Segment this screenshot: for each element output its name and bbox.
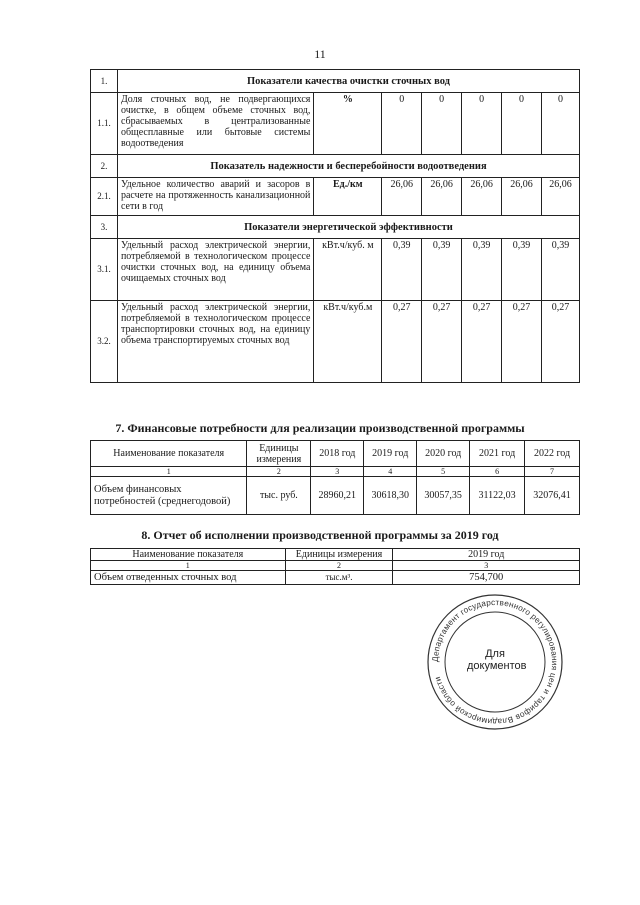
column-number-row [91, 561, 580, 571]
row-number: 3.1. [91, 239, 118, 301]
indicator-value: 0,27 [462, 301, 502, 383]
column-header: Единицы измерения [247, 441, 311, 467]
indicator-name: Доля сточных вод, не подвергающихся очистке, в общем объеме сточных вод, сбрасываемых в централизованные общесплавные или бытовые системы водоотведения [117, 93, 313, 155]
indicator-value: 0,39 [541, 239, 579, 301]
indicator-value: 30057,35 [417, 477, 470, 515]
column-header: 2018 год [311, 441, 364, 467]
table-row [91, 301, 580, 383]
indicator-value: 0 [382, 93, 422, 155]
section-title: Показатель надежности и бесперебойности водоотведения [117, 155, 579, 178]
column-header: 2019 год [364, 441, 417, 467]
indicator-name: Удельный расход электрической энергии, потребляемой в технологическом процессе очистки сточных вод, на единицу объема очищаемых сточных вод [117, 239, 313, 301]
indicator-value: 0,39 [422, 239, 462, 301]
indicator-value: 0,27 [422, 301, 462, 383]
section-8-title: 8. Отчет об исполнении производственной программы за 2019 год [141, 528, 499, 542]
table-row [91, 239, 580, 301]
indicator-unit: Ед./км [314, 178, 382, 216]
column-header: Единицы измерения [285, 549, 393, 561]
column-number: 5 [417, 467, 470, 477]
table-row [91, 93, 580, 155]
indicator-value: 0 [462, 93, 502, 155]
header-row [91, 441, 580, 467]
header-row [91, 549, 580, 561]
row-number: 1.1. [91, 93, 118, 155]
table-row [91, 477, 580, 515]
column-header: 2022 год [525, 441, 580, 467]
indicator-value: 26,06 [422, 178, 462, 216]
indicator-value: 26,06 [502, 178, 542, 216]
indicator-value: 0,39 [382, 239, 422, 301]
indicator-name: Объем финансовых потребностей (среднегодовой) [91, 477, 247, 515]
section-number: 3. [91, 216, 118, 239]
column-number-row [91, 467, 580, 477]
section-row [91, 216, 580, 239]
indicator-unit: тыс.м³. [285, 571, 393, 585]
column-header: Наименование показателя [91, 549, 286, 561]
program-report-table [90, 548, 580, 585]
stamp-center-text: Для документов [467, 648, 527, 672]
indicator-value: 0,27 [502, 301, 542, 383]
column-number: 2 [285, 561, 393, 571]
indicator-value: 26,06 [541, 178, 579, 216]
indicator-value: 30618,30 [364, 477, 417, 515]
indicator-value: 31122,03 [470, 477, 525, 515]
column-header: 2019 год [393, 549, 580, 561]
section-number: 1. [91, 70, 118, 93]
column-number: 7 [525, 467, 580, 477]
indicator-value: 0 [541, 93, 579, 155]
column-number: 2 [247, 467, 311, 477]
column-header: Наименование показателя [91, 441, 247, 467]
indicator-value: 0 [502, 93, 542, 155]
indicator-unit: тыс. руб. [247, 477, 311, 515]
indicators-table [90, 69, 580, 383]
indicator-value: 754,700 [393, 571, 580, 585]
indicator-value: 0,27 [541, 301, 579, 383]
section-row [91, 155, 580, 178]
section-number: 2. [91, 155, 118, 178]
indicator-unit: % [314, 93, 382, 155]
indicator-unit: кВт.ч/куб.м [314, 301, 382, 383]
indicator-name: Объем отведенных сточных вод [91, 571, 286, 585]
section-7-title: 7. Финансовые потребности для реализации производственной программы [115, 421, 525, 435]
section-row [91, 70, 580, 93]
indicator-value: 0,39 [462, 239, 502, 301]
section-title: Показатели энергетической эффективности [117, 216, 579, 239]
row-number: 2.1. [91, 178, 118, 216]
page-number: 11 [314, 47, 326, 61]
indicator-value: 0 [422, 93, 462, 155]
column-number: 3 [393, 561, 580, 571]
column-number: 3 [311, 467, 364, 477]
row-number: 3.2. [91, 301, 118, 383]
indicator-name: Удельный расход электрической энергии, потребляемой в технологическом процессе транспортировки сточных вод, на единицу объема транспортируемых сточных вод [117, 301, 313, 383]
indicator-value: 0,39 [502, 239, 542, 301]
indicator-value: 0,27 [382, 301, 422, 383]
column-number: 6 [470, 467, 525, 477]
table-row [91, 571, 580, 585]
column-number: 4 [364, 467, 417, 477]
column-header: 2021 год [470, 441, 525, 467]
financial-needs-table [90, 440, 580, 515]
indicator-name: Удельное количество аварий и засоров в расчете на протяженность канализационной сети в год [117, 178, 313, 216]
section-title: Показатели качества очистки сточных вод [117, 70, 579, 93]
table-row [91, 178, 580, 216]
indicator-value: 32076,41 [525, 477, 580, 515]
column-header: 2020 год [417, 441, 470, 467]
column-number: 1 [91, 467, 247, 477]
indicator-value: 26,06 [382, 178, 422, 216]
stamp-ring-text: Департамент государственного регулирования цен и тарифов Владимирской области [430, 597, 560, 727]
column-number: 1 [91, 561, 286, 571]
indicator-value: 26,06 [462, 178, 502, 216]
indicator-unit: кВт.ч/куб. м [314, 239, 382, 301]
indicator-value: 28960,21 [311, 477, 364, 515]
